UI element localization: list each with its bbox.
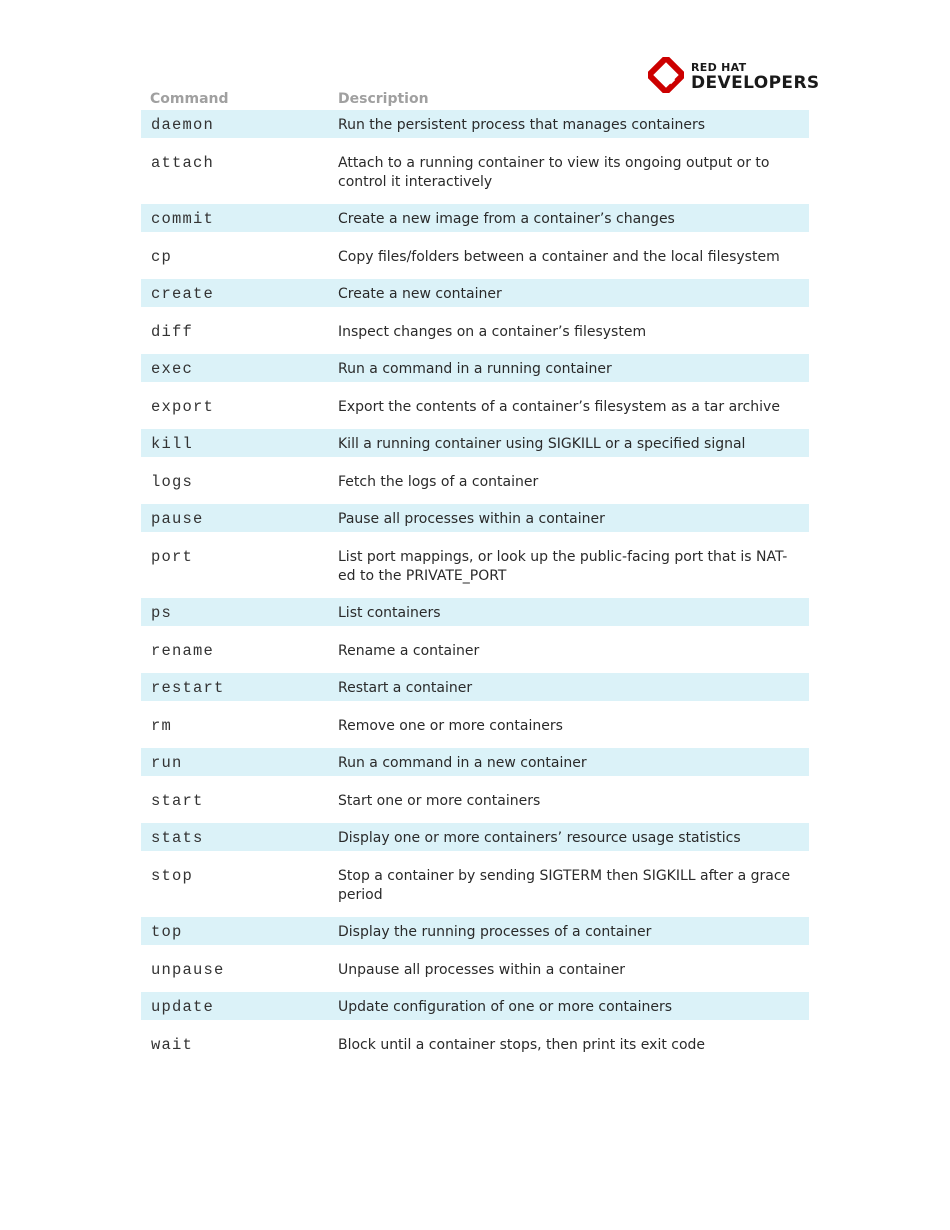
logo-line-red-hat: RED HAT [691, 61, 747, 74]
description-cell: Start one or more containers [338, 792, 541, 809]
table-row [141, 354, 809, 392]
table-row [141, 317, 809, 355]
description-cell: List port mappings, or look up the public-facing port that is NAT-ed to the PRIVATE_PORT [338, 548, 788, 584]
table-row [141, 917, 809, 955]
description-cell: Run the persistent process that manages containers [338, 117, 706, 133]
table-row [141, 110, 809, 148]
description-cell: Kill a running container using SIGKILL or a specified signal [338, 436, 746, 452]
table-body [141, 110, 809, 1067]
command-cell: create [151, 285, 215, 303]
command-cell: export [151, 397, 215, 416]
description-cell: Create a new image from a container’s changes [338, 211, 675, 227]
description-cell: List containers [338, 605, 441, 621]
description-cell: Create a new container [338, 286, 502, 302]
description-cell: Export the contents of a container’s filesystem as a tar archive [338, 398, 780, 415]
table-row [141, 204, 809, 242]
command-cell: rename [151, 641, 215, 660]
description-cell: Unpause all processes within a container [338, 961, 626, 978]
command-cell: attach [151, 153, 215, 172]
table-row [141, 673, 809, 711]
header-command: Command [150, 91, 229, 107]
table-row [141, 429, 809, 467]
command-cell: daemon [151, 116, 215, 134]
table-row [141, 542, 809, 599]
command-cell: rm [151, 716, 173, 735]
command-cell: run [151, 754, 183, 772]
command-cell: exec [151, 360, 194, 378]
command-cell: top [151, 923, 183, 941]
command-cell: port [151, 547, 194, 566]
command-cell: kill [151, 435, 194, 453]
table-row [141, 279, 809, 317]
description-cell: Attach to a running container to view its ongoing output or to control it interactively [338, 154, 770, 190]
table-row [141, 861, 809, 918]
table-row [141, 1030, 809, 1068]
command-cell: logs [151, 472, 194, 491]
command-cell: update [151, 998, 215, 1016]
command-cell: pause [151, 510, 204, 528]
command-cell: cp [151, 247, 173, 266]
table-row [141, 711, 809, 749]
description-cell: Display the running processes of a container [338, 924, 652, 940]
description-cell: Update configuration of one or more containers [338, 999, 673, 1015]
table-row [141, 392, 809, 430]
description-cell: Restart a container [338, 680, 473, 696]
description-cell: Pause all processes within a container [338, 511, 605, 527]
table-row [141, 748, 809, 786]
command-cell: stats [151, 829, 204, 847]
description-cell: Stop a container by sending SIGTERM then SIGKILL after a grace period [338, 867, 791, 903]
table-row [141, 598, 809, 636]
description-cell: Display one or more containers’ resource usage statistics [338, 830, 741, 846]
command-cell: commit [151, 210, 215, 228]
table-row [141, 148, 809, 205]
command-cell: unpause [151, 960, 225, 979]
description-cell: Run a command in a running container [338, 361, 612, 377]
table-row [141, 955, 809, 993]
command-cell: restart [151, 679, 225, 697]
logo-line-developers: DEVELOPERS [691, 73, 820, 93]
docker-commands-table [141, 88, 809, 1067]
header-description: Description [338, 91, 429, 107]
table-row [141, 823, 809, 861]
description-cell: Copy files/folders between a container and the local filesystem [338, 248, 780, 265]
command-cell: stop [151, 866, 194, 885]
description-cell: Run a command in a new container [338, 755, 587, 771]
table-row [141, 242, 809, 280]
description-cell: Remove one or more containers [338, 717, 563, 734]
description-cell: Rename a container [338, 642, 480, 659]
table-header [141, 88, 809, 110]
table-row [141, 504, 809, 542]
description-cell: Fetch the logs of a container [338, 473, 539, 490]
table-row [141, 636, 809, 674]
description-cell: Inspect changes on a container’s filesystem [338, 323, 647, 340]
table-row [141, 467, 809, 505]
description-cell: Block until a container stops, then print its exit code [338, 1036, 706, 1053]
command-cell: start [151, 791, 204, 810]
command-cell: wait [151, 1035, 194, 1054]
command-cell: ps [151, 604, 173, 622]
command-cell: diff [151, 322, 194, 341]
table-row [141, 992, 809, 1030]
table-row [141, 786, 809, 824]
